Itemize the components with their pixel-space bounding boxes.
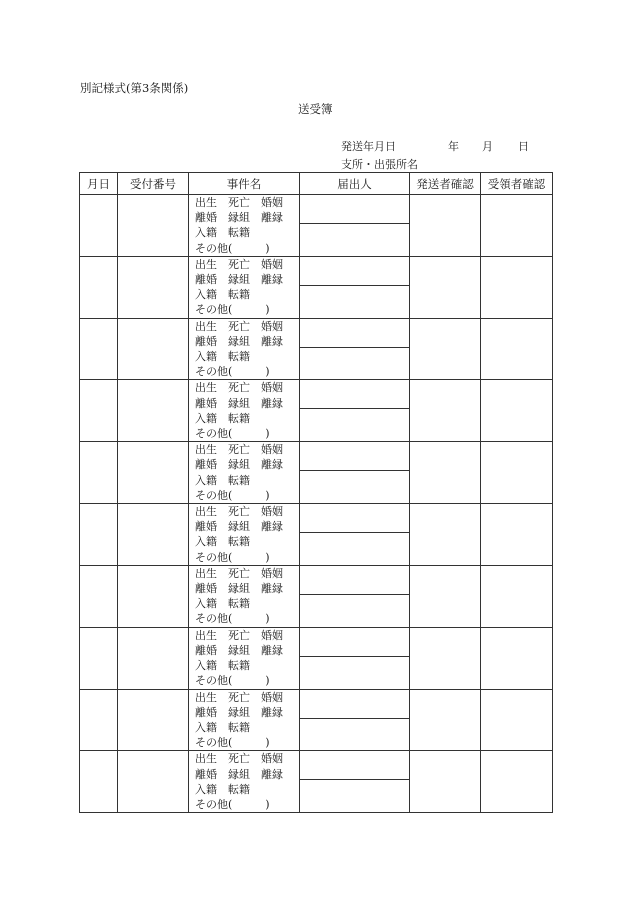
event-line: その他( ) (195, 427, 270, 441)
filer-divider (300, 779, 409, 780)
send-date-label: 発送年月日 (341, 140, 396, 153)
table-row (80, 565, 553, 627)
filer-cell[interactable] (300, 627, 410, 689)
event-line: 出生 死亡 婚姻 (195, 752, 283, 766)
case-name-cell (189, 256, 300, 318)
receiver-check-cell[interactable] (481, 504, 553, 566)
date-cell[interactable] (80, 318, 118, 380)
event-line: 離婚 縁組 離縁 (195, 211, 283, 225)
ledger-table (79, 172, 553, 813)
filer-divider (300, 223, 409, 224)
form-reference: 別記様式(第3条関係) (80, 81, 189, 95)
filer-divider (300, 718, 409, 719)
col-header-sender-check: 発送者確認 (410, 173, 481, 195)
event-line: 離婚 縁組 離縁 (195, 767, 283, 781)
case-name-cell (189, 442, 300, 504)
case-name-cell (189, 504, 300, 566)
event-line: 出生 死亡 婚姻 (195, 196, 283, 209)
receiver-check-cell[interactable] (481, 751, 553, 813)
filer-cell[interactable] (300, 195, 410, 257)
filer-cell[interactable] (300, 380, 410, 442)
event-line: その他( ) (195, 303, 270, 317)
sender-check-cell[interactable] (410, 627, 481, 689)
event-line: 離婚 縁組 離縁 (195, 643, 283, 657)
receipt-no-cell[interactable] (118, 380, 189, 442)
receipt-no-cell[interactable] (118, 195, 189, 257)
sender-check-cell[interactable] (410, 751, 481, 813)
event-line: その他( ) (195, 736, 270, 750)
sender-check-cell[interactable] (410, 565, 481, 627)
event-line: 出生 死亡 婚姻 (195, 628, 283, 642)
sender-check-cell[interactable] (410, 256, 481, 318)
table-row (80, 689, 553, 751)
date-cell[interactable] (80, 751, 118, 813)
case-name-cell (189, 565, 300, 627)
event-line: 入籍 転籍 (195, 782, 250, 796)
day-label: 日 (518, 140, 529, 153)
sender-check-cell[interactable] (410, 380, 481, 442)
event-line: 入籍 転籍 (195, 411, 250, 425)
case-name-cell (189, 689, 300, 751)
col-header-receiver-check: 受領者確認 (481, 173, 553, 195)
event-line: 離婚 縁組 離縁 (195, 520, 283, 534)
date-cell[interactable] (80, 689, 118, 751)
case-name-cell (189, 195, 300, 257)
event-line: 出生 死亡 婚姻 (195, 319, 283, 333)
receiver-check-cell[interactable] (481, 195, 553, 257)
event-line: 離婚 縁組 離縁 (195, 582, 283, 596)
header-row (80, 173, 553, 195)
table-row (80, 256, 553, 318)
receipt-no-cell[interactable] (118, 504, 189, 566)
case-name-cell (189, 751, 300, 813)
receiver-check-cell[interactable] (481, 627, 553, 689)
col-header-filer: 届出人 (300, 173, 410, 195)
receipt-no-cell[interactable] (118, 627, 189, 689)
col-header-case-name: 事件名 (189, 173, 300, 195)
receiver-check-cell[interactable] (481, 442, 553, 504)
event-line: 入籍 転籍 (195, 535, 250, 549)
event-line: 入籍 転籍 (195, 226, 250, 240)
filer-divider (300, 470, 409, 471)
date-cell[interactable] (80, 195, 118, 257)
table-row (80, 442, 553, 504)
event-line: 入籍 転籍 (195, 659, 250, 673)
filer-cell[interactable] (300, 318, 410, 380)
receipt-no-cell[interactable] (118, 318, 189, 380)
filer-divider (300, 285, 409, 286)
branch-name-label: 支所・出張所名 (341, 158, 418, 171)
filer-cell[interactable] (300, 504, 410, 566)
event-line: 出生 死亡 婚姻 (195, 257, 283, 271)
receiver-check-cell[interactable] (481, 689, 553, 751)
event-line: 入籍 転籍 (195, 720, 250, 734)
date-cell[interactable] (80, 627, 118, 689)
table-row (80, 627, 553, 689)
filer-cell[interactable] (300, 442, 410, 504)
receiver-check-cell[interactable] (481, 380, 553, 442)
event-line: 入籍 転籍 (195, 288, 250, 302)
event-line: その他( ) (195, 674, 270, 688)
sender-check-cell[interactable] (410, 442, 481, 504)
date-cell[interactable] (80, 504, 118, 566)
filer-cell[interactable] (300, 689, 410, 751)
table-row (80, 195, 553, 257)
event-line: その他( ) (195, 797, 270, 811)
filer-divider (300, 532, 409, 533)
filer-cell[interactable] (300, 565, 410, 627)
event-line: 離婚 縁組 離縁 (195, 458, 283, 472)
receipt-no-cell[interactable] (118, 442, 189, 504)
receiver-check-cell[interactable] (481, 318, 553, 380)
filer-divider (300, 656, 409, 657)
table-row (80, 504, 553, 566)
event-line: その他( ) (195, 612, 270, 626)
filer-divider (300, 347, 409, 348)
table-row (80, 751, 553, 813)
event-line: 出生 死亡 婚姻 (195, 505, 283, 519)
sender-check-cell[interactable] (410, 689, 481, 751)
table-row (80, 318, 553, 380)
filer-cell[interactable] (300, 751, 410, 813)
event-line: 出生 死亡 婚姻 (195, 381, 283, 395)
filer-divider (300, 408, 409, 409)
case-name-cell (189, 627, 300, 689)
receiver-check-cell[interactable] (481, 565, 553, 627)
event-line: 入籍 転籍 (195, 350, 250, 364)
event-line: 出生 死亡 婚姻 (195, 443, 283, 457)
date-cell[interactable] (80, 442, 118, 504)
document-title: 送受簿 (298, 102, 333, 116)
case-name-cell (189, 380, 300, 442)
date-cell[interactable] (80, 380, 118, 442)
event-line: 入籍 転籍 (195, 473, 250, 487)
event-line: 入籍 転籍 (195, 597, 250, 611)
date-cell[interactable] (80, 565, 118, 627)
event-line: その他( ) (195, 241, 270, 255)
year-label: 年 (448, 140, 459, 153)
receiver-check-cell[interactable] (481, 256, 553, 318)
col-header-date: 月日 (80, 173, 118, 195)
date-cell[interactable] (80, 256, 118, 318)
event-line: 離婚 縁組 離縁 (195, 273, 283, 287)
table-row (80, 380, 553, 442)
event-line: その他( ) (195, 365, 270, 379)
receipt-no-cell[interactable] (118, 565, 189, 627)
sender-check-cell[interactable] (410, 318, 481, 380)
event-line: その他( ) (195, 550, 270, 564)
month-label: 月 (482, 140, 493, 153)
receipt-no-cell[interactable] (118, 689, 189, 751)
receipt-no-cell[interactable] (118, 751, 189, 813)
event-line: 離婚 縁組 離縁 (195, 334, 283, 348)
event-line: 離婚 縁組 離縁 (195, 705, 283, 719)
case-name-cell (189, 318, 300, 380)
col-header-receipt-no: 受付番号 (118, 173, 189, 195)
sender-check-cell[interactable] (410, 504, 481, 566)
filer-divider (300, 594, 409, 595)
receipt-no-cell[interactable] (118, 256, 189, 318)
event-line: 出生 死亡 婚姻 (195, 690, 283, 704)
event-line: その他( ) (195, 488, 270, 502)
filer-cell[interactable] (300, 256, 410, 318)
event-line: 離婚 縁組 離縁 (195, 396, 283, 410)
event-line: 出生 死亡 婚姻 (195, 566, 283, 580)
send-date-line (341, 138, 541, 154)
sender-check-cell[interactable] (410, 195, 481, 257)
